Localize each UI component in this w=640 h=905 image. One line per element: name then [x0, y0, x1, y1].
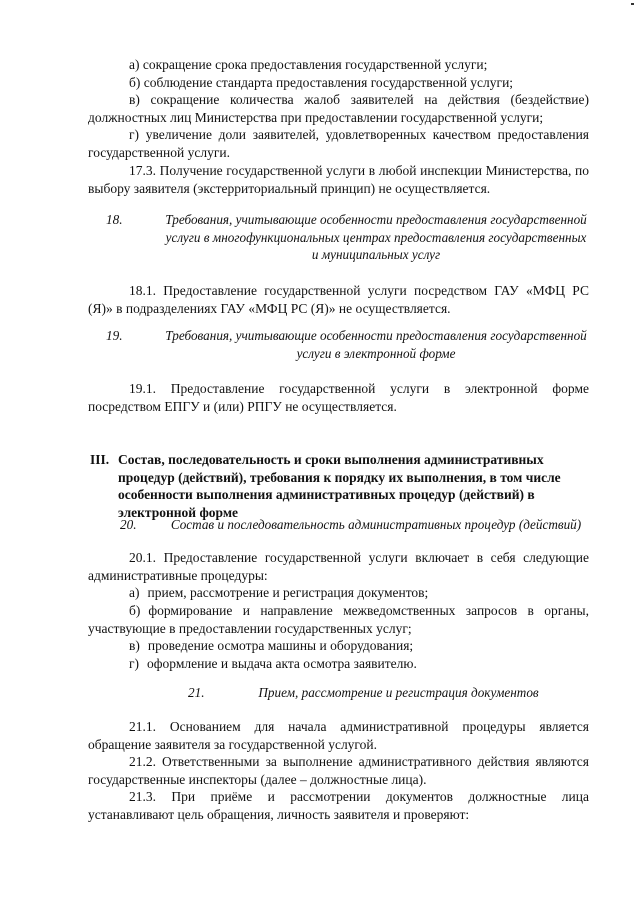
procedure-a-marker: а)	[129, 585, 140, 600]
heading-21-number: 21.	[188, 685, 205, 700]
scan-mark	[631, 3, 634, 5]
paragraph-20-1: 20.1. Предоставление государственной услуги включает в себя следующие административные процедуры:	[88, 550, 589, 583]
procedure-v-text: проведение осмотра машины и оборудования;	[147, 638, 414, 653]
heading-19	[88, 327, 589, 362]
procedure-v-marker: в)	[129, 638, 140, 653]
procedure-a-text: прием, рассмотрение и регистрация документов;	[147, 585, 429, 600]
procedure-g-marker: г)	[129, 656, 140, 671]
procedure-a	[88, 584, 589, 602]
heading-21-text: Прием, рассмотрение и регистрация документов	[258, 685, 539, 700]
procedure-v	[88, 637, 589, 655]
item-g: г) увеличение доли заявителей, удовлетворенных качеством предоставления государственной услуги.	[88, 127, 589, 160]
heading-20-number: 20.	[120, 517, 137, 532]
heading-21	[88, 684, 589, 702]
paragraph-21-2: 21.2. Ответственными за выполнение административного действия являются государственные инспекторы (далее – должностные лица).	[88, 754, 589, 787]
procedure-g-text: оформление и выдача акта осмотра заявителю.	[147, 656, 417, 671]
paragraph-21-3: 21.3. При приёме и рассмотрении документов должностные лица устанавливают цель обращения, личность заявителя и проверяют:	[88, 789, 589, 822]
paragraph-17-3: 17.3. Получение государственной услуги в любой инспекции Министерства, по выбору заявителя (экстерриториальный принцип) не осуществляется.	[88, 163, 589, 196]
item-v: в) сокращение количества жалоб заявителей на действия (бездействие) должностных лиц Министерства при предоставлении государственной услуги;	[88, 92, 589, 125]
heading-18-text: Требования, учитывающие особенности предоставления государственной услуги в многофункциональных центрах предоставления государственных и муниципальных услуг	[165, 212, 587, 263]
heading-19-number: 19.	[106, 328, 123, 343]
heading-18-number: 18.	[106, 212, 123, 227]
heading-20-text: Состав и последовательность административных процедур (действий)	[170, 517, 582, 532]
paragraph-18-1: 18.1. Предоставление государственной услуги посредством ГАУ «МФЦ РС (Я)» в подразделениях ГАУ «МФЦ РС (Я)» не осуществляется.	[88, 283, 589, 316]
item-b: б) соблюдение стандарта предоставления государственной услуги;	[129, 75, 514, 90]
section-3-text: Состав, последовательность и сроки выполнения административных процедур (действий), требования к порядку их выполнения, в том числе особенности выполнения административных процедур (действий) в электронной форме	[118, 452, 561, 520]
heading-19-text: Требования, учитывающие особенности предоставления государственной услуги в электронной форме	[165, 328, 587, 361]
section-3-number: III.	[90, 452, 110, 467]
procedure-b-marker: б)	[129, 603, 141, 618]
procedure-b-text: формирование и направление межведомственных запросов в органы, участвующие в предоставлении государственных услуг;	[88, 603, 589, 636]
procedure-g	[88, 655, 589, 673]
item-a: а) сокращение срока предоставления государственной услуги;	[129, 57, 488, 72]
heading-20	[88, 516, 589, 534]
section-3-heading	[88, 451, 589, 521]
paragraph-21-1: 21.1. Основанием для начала административной процедуры является обращение заявителя за государственной услугой.	[88, 719, 589, 752]
paragraph-19-1: 19.1. Предоставление государственной услуги в электронной форме посредством ЕПГУ и (или) РПГУ не осуществляется.	[88, 381, 589, 414]
heading-18	[88, 211, 589, 264]
procedure-b	[88, 602, 589, 637]
